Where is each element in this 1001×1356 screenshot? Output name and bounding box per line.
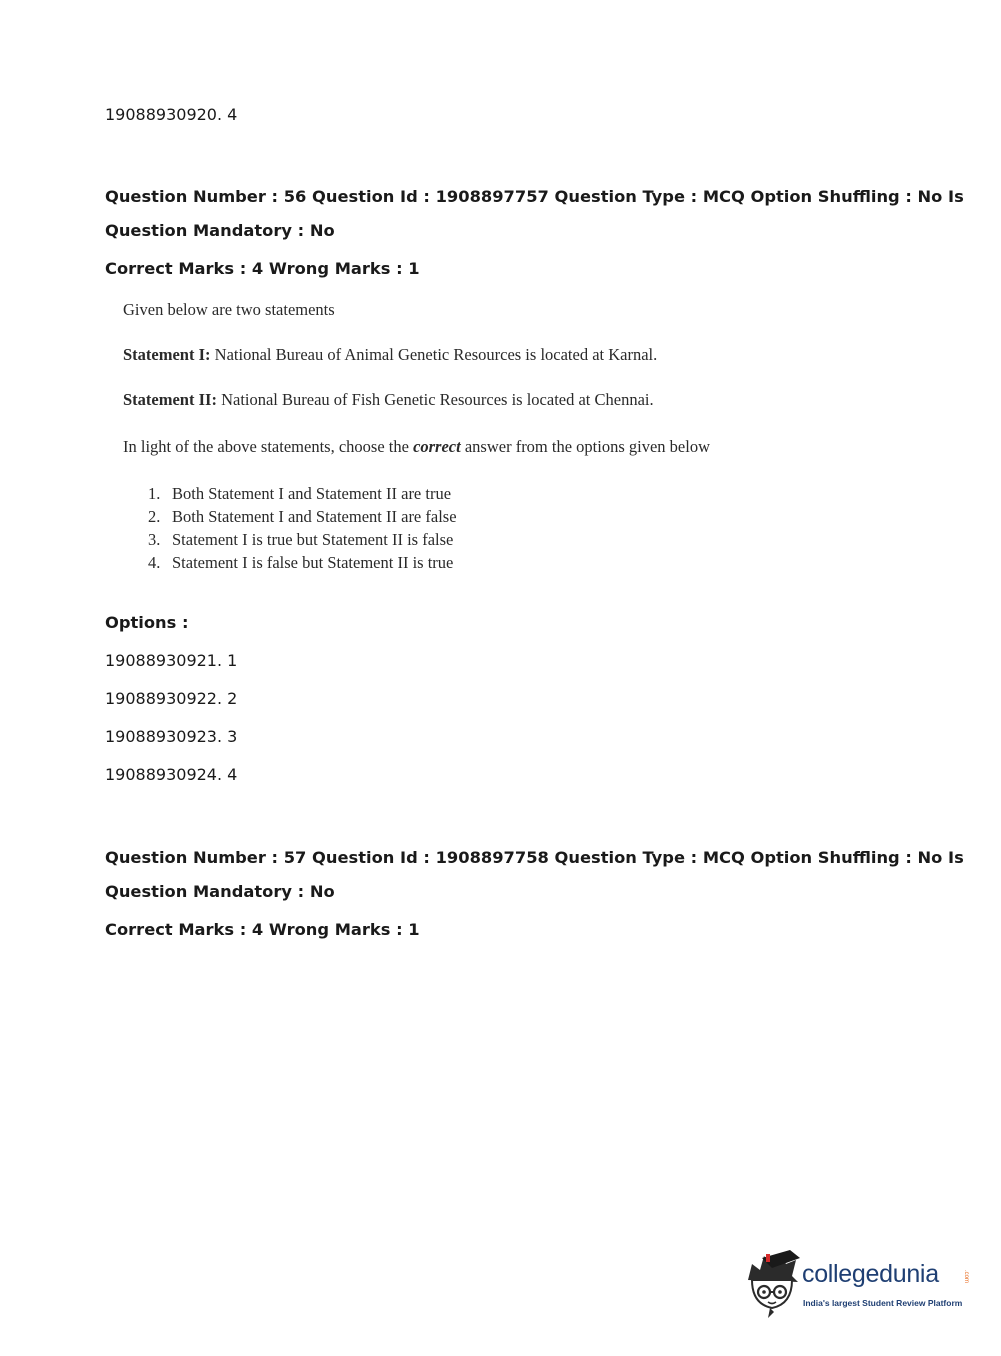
logo-brand-text: collegedunia — [802, 1260, 939, 1288]
mascot-icon — [742, 1250, 802, 1320]
q57-header-line2: Question Mandatory : No — [105, 882, 335, 901]
choice-text: Statement I is false but Statement II is true — [172, 553, 454, 572]
q56-option-1: 19088930921. 1 — [105, 651, 238, 670]
q57-marks: Correct Marks : 4 Wrong Marks : 1 — [105, 920, 420, 939]
logo-tagline: India's largest Student Review Platform — [803, 1298, 963, 1308]
instruction-emphasis: correct — [413, 437, 461, 456]
q56-choices-list — [148, 482, 457, 574]
instruction-part-b: answer from the options given below — [460, 437, 710, 456]
q56-header-line1: Question Number : 56 Question Id : 1908897757 Question Type : MCQ Option Shuffling : No Is — [105, 187, 964, 206]
q56-intro: Given below are two statements — [123, 300, 335, 319]
statement-2-text: National Bureau of Fish Genetic Resources is located at Chennai. — [216, 390, 654, 409]
choice-text: Both Statement I and Statement II are false — [172, 507, 457, 526]
collegedunia-logo — [742, 1250, 972, 1320]
logo-com-text: .com — [963, 1270, 969, 1284]
q56-options-label: Options : — [105, 613, 189, 632]
choice-item — [148, 482, 457, 505]
choice-text: Both Statement I and Statement II are true — [172, 484, 452, 503]
instruction-part-a: In light of the above statements, choose the — [123, 437, 414, 456]
choice-number: 1. — [148, 484, 161, 503]
q56-marks: Correct Marks : 4 Wrong Marks : 1 — [105, 259, 420, 278]
statement-2-label: Statement II: — [123, 390, 217, 409]
choice-item — [148, 505, 457, 528]
choice-number: 2. — [148, 507, 161, 526]
q57-header-line1: Question Number : 57 Question Id : 1908897758 Question Type : MCQ Option Shuffling : No Is — [105, 848, 964, 867]
choice-item — [148, 551, 457, 574]
choice-number: 4. — [148, 553, 161, 572]
q56-instruction — [123, 437, 710, 457]
choice-text: Statement I is true but Statement II is false — [172, 530, 454, 549]
q56-option-3: 19088930923. 3 — [105, 727, 238, 746]
q56-option-2: 19088930922. 2 — [105, 689, 238, 708]
previous-option-text: 19088930920. 4 — [105, 105, 238, 124]
choice-number: 3. — [148, 530, 161, 549]
choice-item — [148, 528, 457, 551]
statement-1-label: Statement I: — [123, 345, 211, 364]
q56-statement-2 — [123, 390, 654, 410]
q56-option-4: 19088930924. 4 — [105, 765, 238, 784]
statement-1-text: National Bureau of Animal Genetic Resources is located at Karnal. — [210, 345, 658, 364]
q56-header-line2: Question Mandatory : No — [105, 221, 335, 240]
q56-statement-1 — [123, 345, 657, 365]
